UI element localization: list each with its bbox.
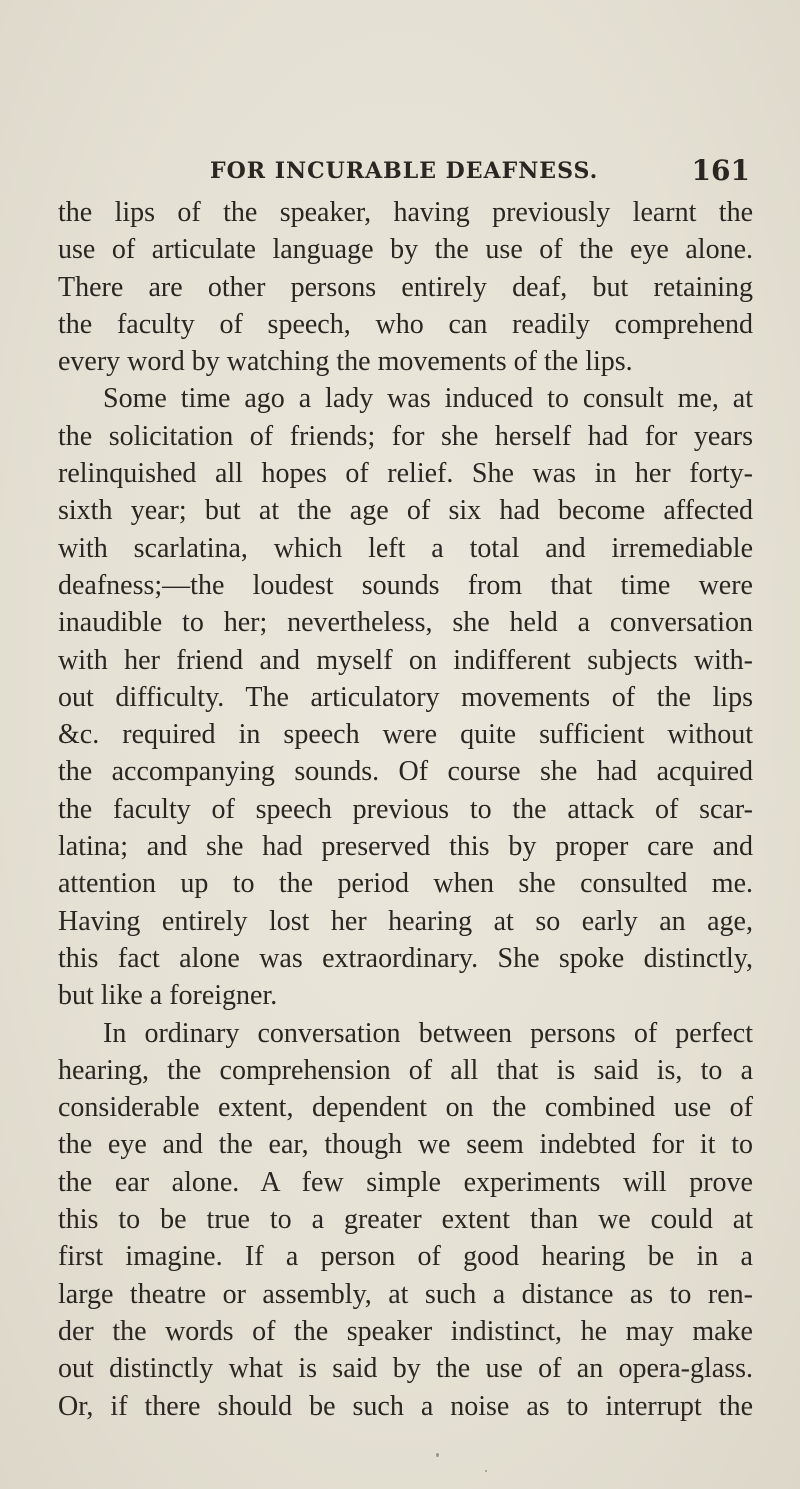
text-line: use of articulate language by the use of the eye alone. <box>58 234 753 266</box>
paragraph-start-line: In ordinary conversation between persons of perfect <box>103 1017 753 1049</box>
text-line: with scarlatina, which left a total and irremediable <box>58 532 753 564</box>
text-line: out difficulty. The articulatory movements of the lips <box>58 681 753 713</box>
text-line: attention up to the period when she consulted me. <box>58 868 753 900</box>
text-line: Having entirely lost her hearing at so early an age, <box>58 905 753 937</box>
text-line: the eye and the ear, though we seem indebted for it to <box>58 1129 753 1161</box>
text-line: deafness;—the loudest sounds from that time were <box>58 569 753 601</box>
text-line: sixth year; but at the age of six had become affected <box>58 495 753 527</box>
text-line: the lips of the speaker, having previously learnt the <box>58 197 753 228</box>
page-number: 161 <box>691 154 750 187</box>
running-head: FOR INCURABLE DEAFNESS. <box>210 158 599 184</box>
text-line: Or, if there should be such a noise as to interrupt the <box>58 1390 753 1422</box>
text-line: &c. required in speech were quite sufficient without <box>58 719 753 751</box>
body-text <box>58 194 753 1425</box>
text-line: first imagine. If a person of good hearing be in a <box>58 1241 753 1273</box>
text-line: der the words of the speaker indistinct, he may make <box>58 1315 753 1347</box>
text-line: this to be true to a greater extent than we could at <box>58 1204 753 1236</box>
text-line: with her friend and myself on indifferent subjects with- <box>58 644 753 676</box>
text-line: but like a foreigner. <box>58 980 278 1012</box>
text-line: the solicitation of friends; for she herself had for years <box>58 420 753 452</box>
text-line: the faculty of speech previous to the attack of scar- <box>58 793 753 825</box>
text-line: considerable extent, dependent on the combined use of <box>58 1092 753 1124</box>
paragraph-start-line: Some time ago a lady was induced to consult me, at <box>103 383 753 415</box>
text-line: inaudible to her; nevertheless, she held a conversation <box>58 607 753 639</box>
text-line: every word by watching the movements of the lips. <box>58 346 633 378</box>
text-line: this fact alone was extraordinary. She spoke distinctly, <box>58 942 753 974</box>
text-line: There are other persons entirely deaf, but retaining <box>58 271 753 303</box>
ink-speck <box>436 1453 439 1457</box>
text-line: latina; and she had preserved this by proper care and <box>58 831 753 863</box>
text-line: out distinctly what is said by the use of an opera-glass. <box>58 1353 753 1385</box>
text-line: the faculty of speech, who can readily comprehend <box>58 308 753 340</box>
text-line: the ear alone. A few simple experiments will prove <box>58 1166 753 1198</box>
page-header <box>210 154 750 192</box>
text-line: hearing, the comprehension of all that is said is, to a <box>58 1054 753 1086</box>
text-line: relinquished all hopes of relief. She was in her forty- <box>58 458 753 490</box>
ink-speck <box>485 1470 487 1472</box>
text-line: the accompanying sounds. Of course she had acquired <box>58 756 753 788</box>
text-line: large theatre or assembly, at such a distance as to ren- <box>58 1278 753 1310</box>
